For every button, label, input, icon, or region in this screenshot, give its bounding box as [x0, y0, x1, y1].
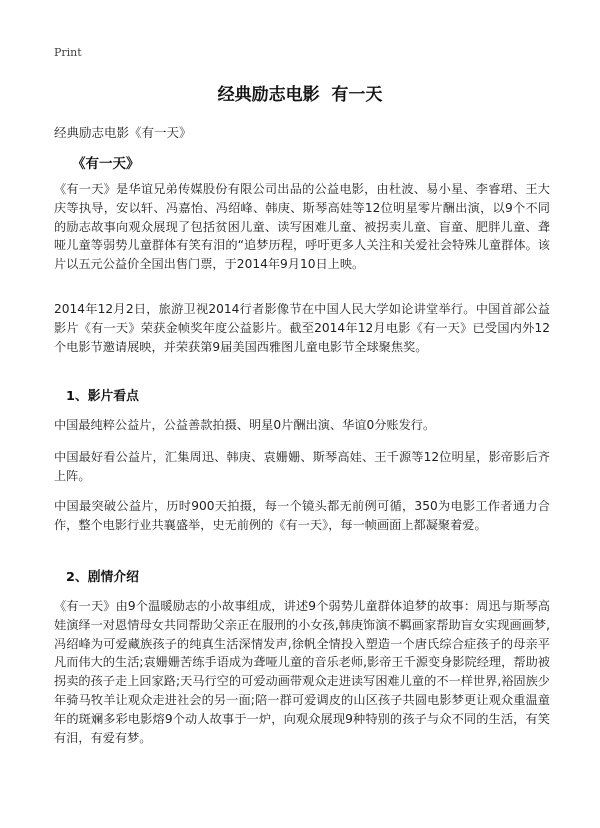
intro-paragraph: 2014年12月2日，旅游卫视2014行者影像节在中国人民大学如论讲堂举行。中国首部公益影片《有一天》荣获金帧奖年度公益影片。截至2014年12月电影《有一天》已受国内外12个电影节邀请展映，并荣获第9届美国西雅图儿童电影节全球聚焦奖。 [54, 302, 550, 354]
section-paragraph: 《有一天》由9个温暖励志的小故事组成，讲述9个弱势儿童群体追梦的故事：周迅与斯琴高娃演绎一对恩情母女共同帮助父亲正在服刑的小女孩,韩庚饰演不羁画家帮助盲女实现画画梦,冯绍峰为可爱藏族孩子的纯真生活深情发声,徐帆全情投入塑造一个唐氏综合症孩子的母亲平凡而伟大的生活;袁姗姗苦练手语成为聋哑儿童的音乐老师,影帝王千源变身影院经理，帮助被拐卖的孩子走上回家路;天马行空的可爱动画带观众走进读写困难儿童的不一样世界,裕固族少年骑马牧羊让观众走进社会的另一面;陪一群可爱调皮的山区孩子共圆电影梦更让观众重温童年的斑斓多彩电影熔9个动人故事于一炉，向观众展现9种特别的孩子与众不同的生活，有笑有泪，有爱有梦。 [54, 599, 550, 745]
section-paragraph: 中国最突破公益片，历时900天拍摄，每一个镜头都无前例可循，350为电影工作者通力合作，整个电影行业共襄盛举，史无前例的《有一天》，每一帧画面上都凝聚着爱。 [54, 499, 550, 532]
section-paragraph: 中国最好看公益片，汇集周迅、韩庚、袁姗姗、斯琴高娃、王千源等12位明星，影帝影后齐上阵。 [54, 450, 550, 483]
print-label[interactable]: Print [54, 46, 82, 59]
section-heading-highlights: 1、影片看点 [66, 389, 139, 404]
article-subtitle: 经典励志电影《有一天》 [54, 125, 192, 140]
intro-paragraph: 《有一天》是华谊兄弟传媒股份有限公司出品的公益电影，由杜波、易小星、李睿珺、王大庆等执导，安以轩、冯嘉怡、冯绍峰、韩庚、斯琴高娃等12位明星零片酬出演，以9个不同的励志故事向观众展现了包括贫困儿童、读写困难儿童、被拐卖儿童、盲童、肥胖儿童、聋哑儿童等弱势儿童群体有笑有泪的“追梦历程，呼吁更多人关注和关爱社会特殊儿童群体。该片以五元公益价全国出售门票，于2014年9月10日上映。 [54, 182, 550, 272]
book-heading: 《有一天》 [72, 156, 140, 172]
page-title: 经典励志电影 有一天 [217, 85, 383, 105]
section-heading-plot: 2、剧情介绍 [66, 570, 139, 585]
section-paragraph: 中国最纯粹公益片，公益善款拍摄、明星0片酬出演、华谊0分账发行。 [54, 418, 436, 432]
